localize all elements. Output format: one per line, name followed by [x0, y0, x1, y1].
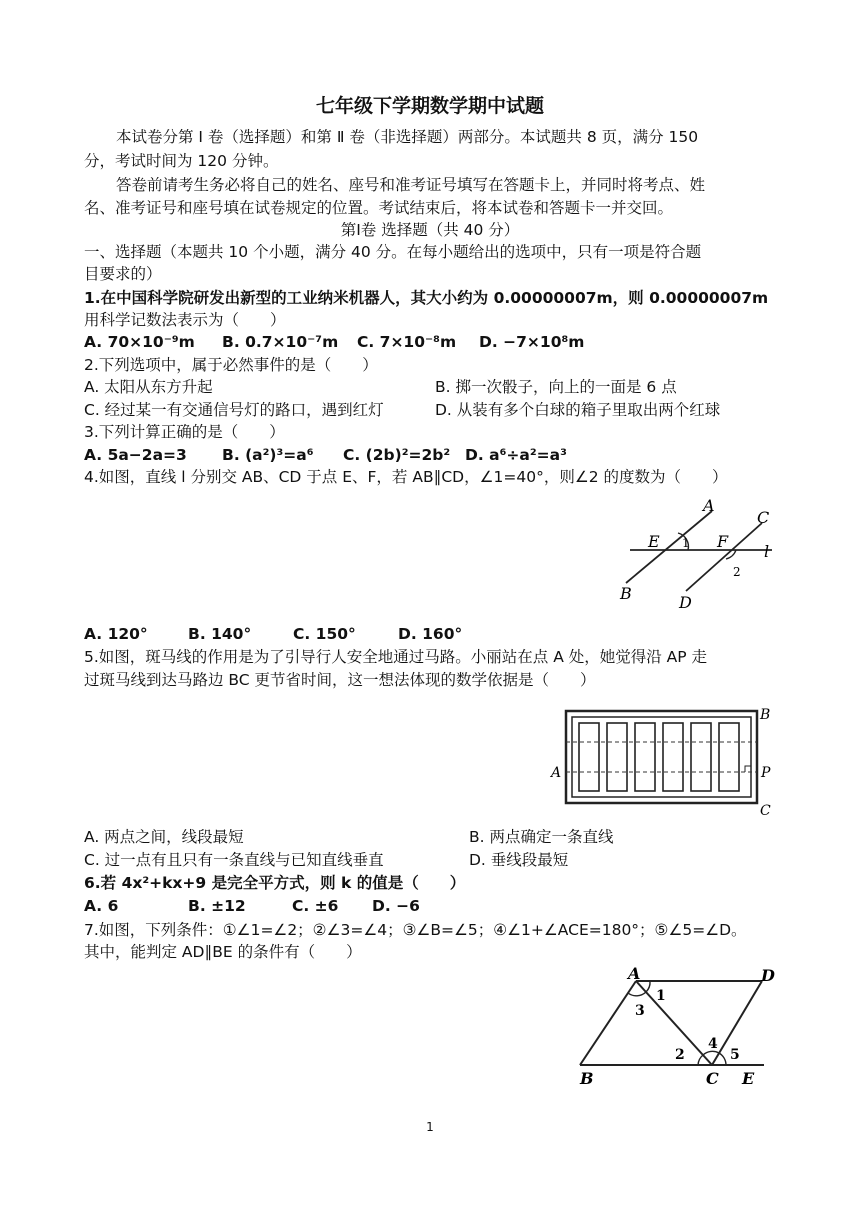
- q7-label-d: D: [761, 966, 775, 985]
- q7-label-a: A: [628, 965, 641, 983]
- q7-label-c: C: [706, 1069, 719, 1088]
- q2-option-c: C. 经过某一有交通信号灯的路口，遇到红灯: [84, 401, 384, 419]
- q4-label-angle-2: 2: [733, 565, 741, 579]
- q5-stem-line-2: 过斑马线到达马路边 BC 更节省时间，这一想法体现的数学依据是（ ）: [84, 671, 596, 689]
- q6-option-c: C. ±6: [292, 897, 339, 915]
- q4-option-b: B. 140°: [188, 625, 252, 643]
- q2-option-d: D. 从装有多个白球的箱子里取出两个红球: [435, 401, 721, 419]
- q1-option-c: C. 7×10⁻⁸m: [357, 333, 457, 351]
- q5-option-b: B. 两点确定一条直线: [469, 828, 614, 846]
- q1-option-b: B. 0.7×10⁻⁷m: [222, 333, 339, 351]
- q5-option-a: A. 两点之间，线段最短: [84, 828, 244, 846]
- q7-label-angle-5: 5: [730, 1047, 740, 1063]
- q4-label-l: l: [764, 542, 770, 561]
- q5-label-a: A: [551, 765, 562, 781]
- q6-option-b: B. ±12: [188, 897, 246, 915]
- page-number: 1: [426, 1120, 434, 1134]
- q5-option-c: C. 过一点有且只有一条直线与已知直线垂直: [84, 851, 384, 869]
- q3-option-b: B. (a²)³=a⁶: [222, 446, 314, 464]
- q7-figure: [572, 965, 792, 1090]
- q1-stem-line-2: 用科学记数法表示为（ ）: [84, 311, 286, 329]
- q6-option-a: A. 6: [84, 897, 119, 915]
- intro-line-3: 答卷前请考生务必将自己的姓名、座号和准考证号填写在答题卡上，并同时将考点、姓: [116, 176, 706, 194]
- q4-label-b: B: [620, 584, 632, 603]
- q5-label-b: B: [760, 707, 771, 723]
- intro-line-2: 分，考试时间为 120 分钟。: [84, 152, 279, 170]
- q4-option-a: A. 120°: [84, 625, 148, 643]
- section-title: 第Ⅰ卷 选择题（共 40 分）: [340, 221, 520, 239]
- q1-stem-line-1: 1.在中国科学院研发出新型的工业纳米机器人，其大小约为 0.00000007m，则 0.00000007m: [84, 289, 769, 307]
- q7-label-angle-2: 2: [675, 1047, 685, 1063]
- q5-option-d: D. 垂线段最短: [469, 851, 569, 869]
- part1-line-1: 一、选择题（本题共 10 个小题，满分 40 分。在每小题给出的选项中，只有一项是符合题: [84, 243, 702, 261]
- q4-option-d: D. 160°: [398, 625, 463, 643]
- q1-option-d: D. −7×10⁸m: [479, 333, 585, 351]
- intro-line-1: 本试卷分第 Ⅰ 卷（选择题）和第 Ⅱ 卷（非选择题）两部分。本试题共 8 页，满分 150: [116, 128, 699, 146]
- q7-stem-line-1: 7.如图，下列条件：①∠1=∠2；②∠3=∠4；③∠B=∠5；④∠1+∠ACE=180°；⑤∠5=∠D。: [84, 921, 747, 939]
- q3-option-d: D. a⁶÷a²=a³: [465, 446, 567, 464]
- q7-label-e: E: [742, 1069, 755, 1088]
- q2-option-a: A. 太阳从东方升起: [84, 378, 213, 396]
- q6-stem: 6.若 4x²+kx+9 是完全平方式，则 k 的值是（ ）: [84, 874, 466, 892]
- q3-option-a: A. 5a−2a=3: [84, 446, 187, 464]
- q4-label-d: D: [679, 593, 692, 612]
- q7-label-angle-4: 4: [708, 1036, 718, 1052]
- q5-stem-line-1: 5.如图，斑马线的作用是为了引导行人安全地通过马路。小丽站在点 A 处，她觉得沿 AP 走: [84, 648, 708, 666]
- q3-option-c: C. (2b)²=2b²: [343, 446, 451, 464]
- q5-label-c: C: [760, 803, 771, 819]
- q2-option-b: B. 掷一次骰子，向上的一面是 6 点: [435, 378, 677, 396]
- q4-option-c: C. 150°: [293, 625, 356, 643]
- part1-line-2: 目要求的）: [84, 265, 162, 283]
- q5-label-p: P: [761, 765, 771, 781]
- q4-label-f: F: [717, 532, 729, 551]
- q4-stem: 4.如图，直线 l 分别交 AB、CD 于点 E、F，若 AB∥CD，∠1=40°，则∠2 的度数为（ ）: [84, 468, 728, 486]
- q7-label-angle-3: 3: [635, 1003, 645, 1019]
- q2-stem: 2.下列选项中，属于必然事件的是（ ）: [84, 356, 378, 374]
- page-title: 七年级下学期数学期中试题: [315, 95, 544, 117]
- q3-stem: 3.下列计算正确的是（ ）: [84, 423, 285, 441]
- intro-line-4: 名、准考证号和座号填在试卷规定的位置。考试结束后，将本试卷和答题卡一并交回。: [84, 199, 674, 217]
- q4-label-a: A: [703, 496, 715, 515]
- q5-figure: [545, 703, 785, 823]
- q4-label-e: E: [648, 532, 660, 551]
- q1-option-a: A. 70×10⁻⁹m: [84, 333, 195, 351]
- zebra-stripes: [579, 723, 739, 791]
- q7-stem-line-2: 其中，能判定 AD∥BE 的条件有（ ）: [84, 943, 362, 961]
- q7-label-b: B: [580, 1069, 594, 1088]
- q4-label-c: C: [757, 508, 770, 527]
- q7-label-angle-1: 1: [656, 988, 666, 1004]
- q4-label-angle-1: 1: [682, 536, 690, 550]
- q6-option-d: D. −6: [372, 897, 420, 915]
- q4-figure: [612, 495, 788, 617]
